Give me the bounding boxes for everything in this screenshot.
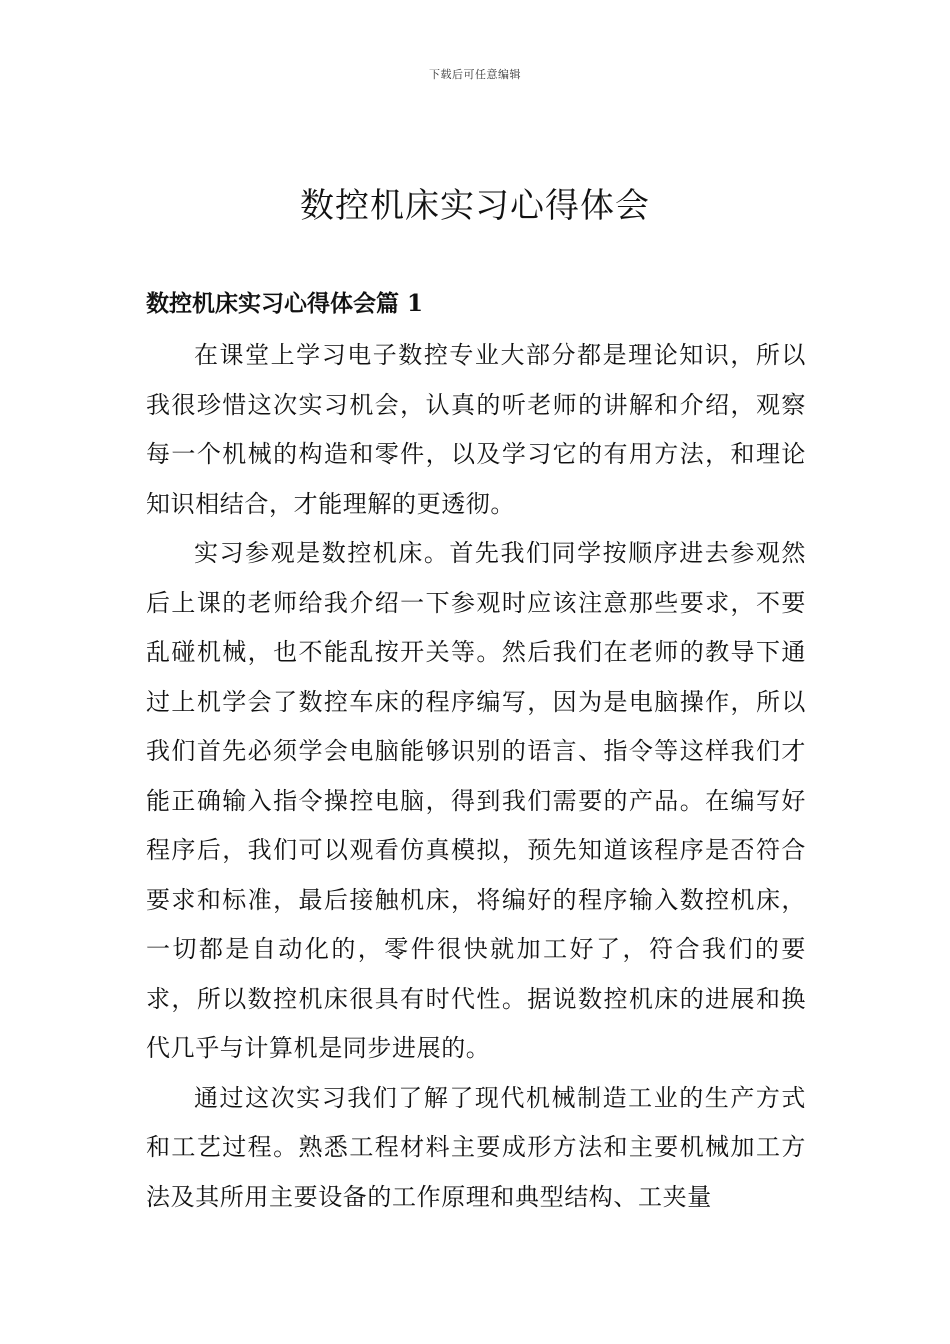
body-text [146, 331, 806, 1222]
document-title: 数控机床实习心得体会 [300, 186, 650, 226]
paragraph: 通过这次实习我们了解了现代机械制造工业的生产方式和工艺过程。熟悉工程材料主要成形方法和主要机械加工方法及其所用主要设备的工作原理和典型结构、工夹量 [146, 1083, 806, 1211]
paragraph: 实习参观是数控机床。首先我们同学按顺序进去参观然后上课的老师给我介绍一下参观时应该注意那些要求，不要乱碰机械，也不能乱按开关等。然后我们在老师的教导下通过上机学会了数控车床的程序编写，因为是电脑操作，所以我们首先必须学会电脑能够识别的语言、指令等这样我们才能正确输入指令操控电脑，得到我们需要的产品。在编写好程序后，我们可以观看仿真模拟，预先知道该程序是否符合要求和标准，最后接触机床，将编好的程序输入数控机床，一切都是自动化的，零件很快就加工好了，符合我们的要求，所以数控机床很具有时代性。据说数控机床的进展和换代几乎与计算机是同步进展的。 [146, 539, 806, 1062]
section-heading: 数控机床实习心得体会篇 1 [146, 290, 424, 317]
paragraph: 在课堂上学习电子数控专业大部分都是理论知识，所以我很珍惜这次实习机会，认真的听老师的讲解和介绍，观察每一个机械的构造和零件，以及学习它的有用方法，和理论知识相结合，才能理解的更透彻。 [146, 341, 806, 518]
header-note: 下载后可任意编辑 [429, 68, 521, 81]
